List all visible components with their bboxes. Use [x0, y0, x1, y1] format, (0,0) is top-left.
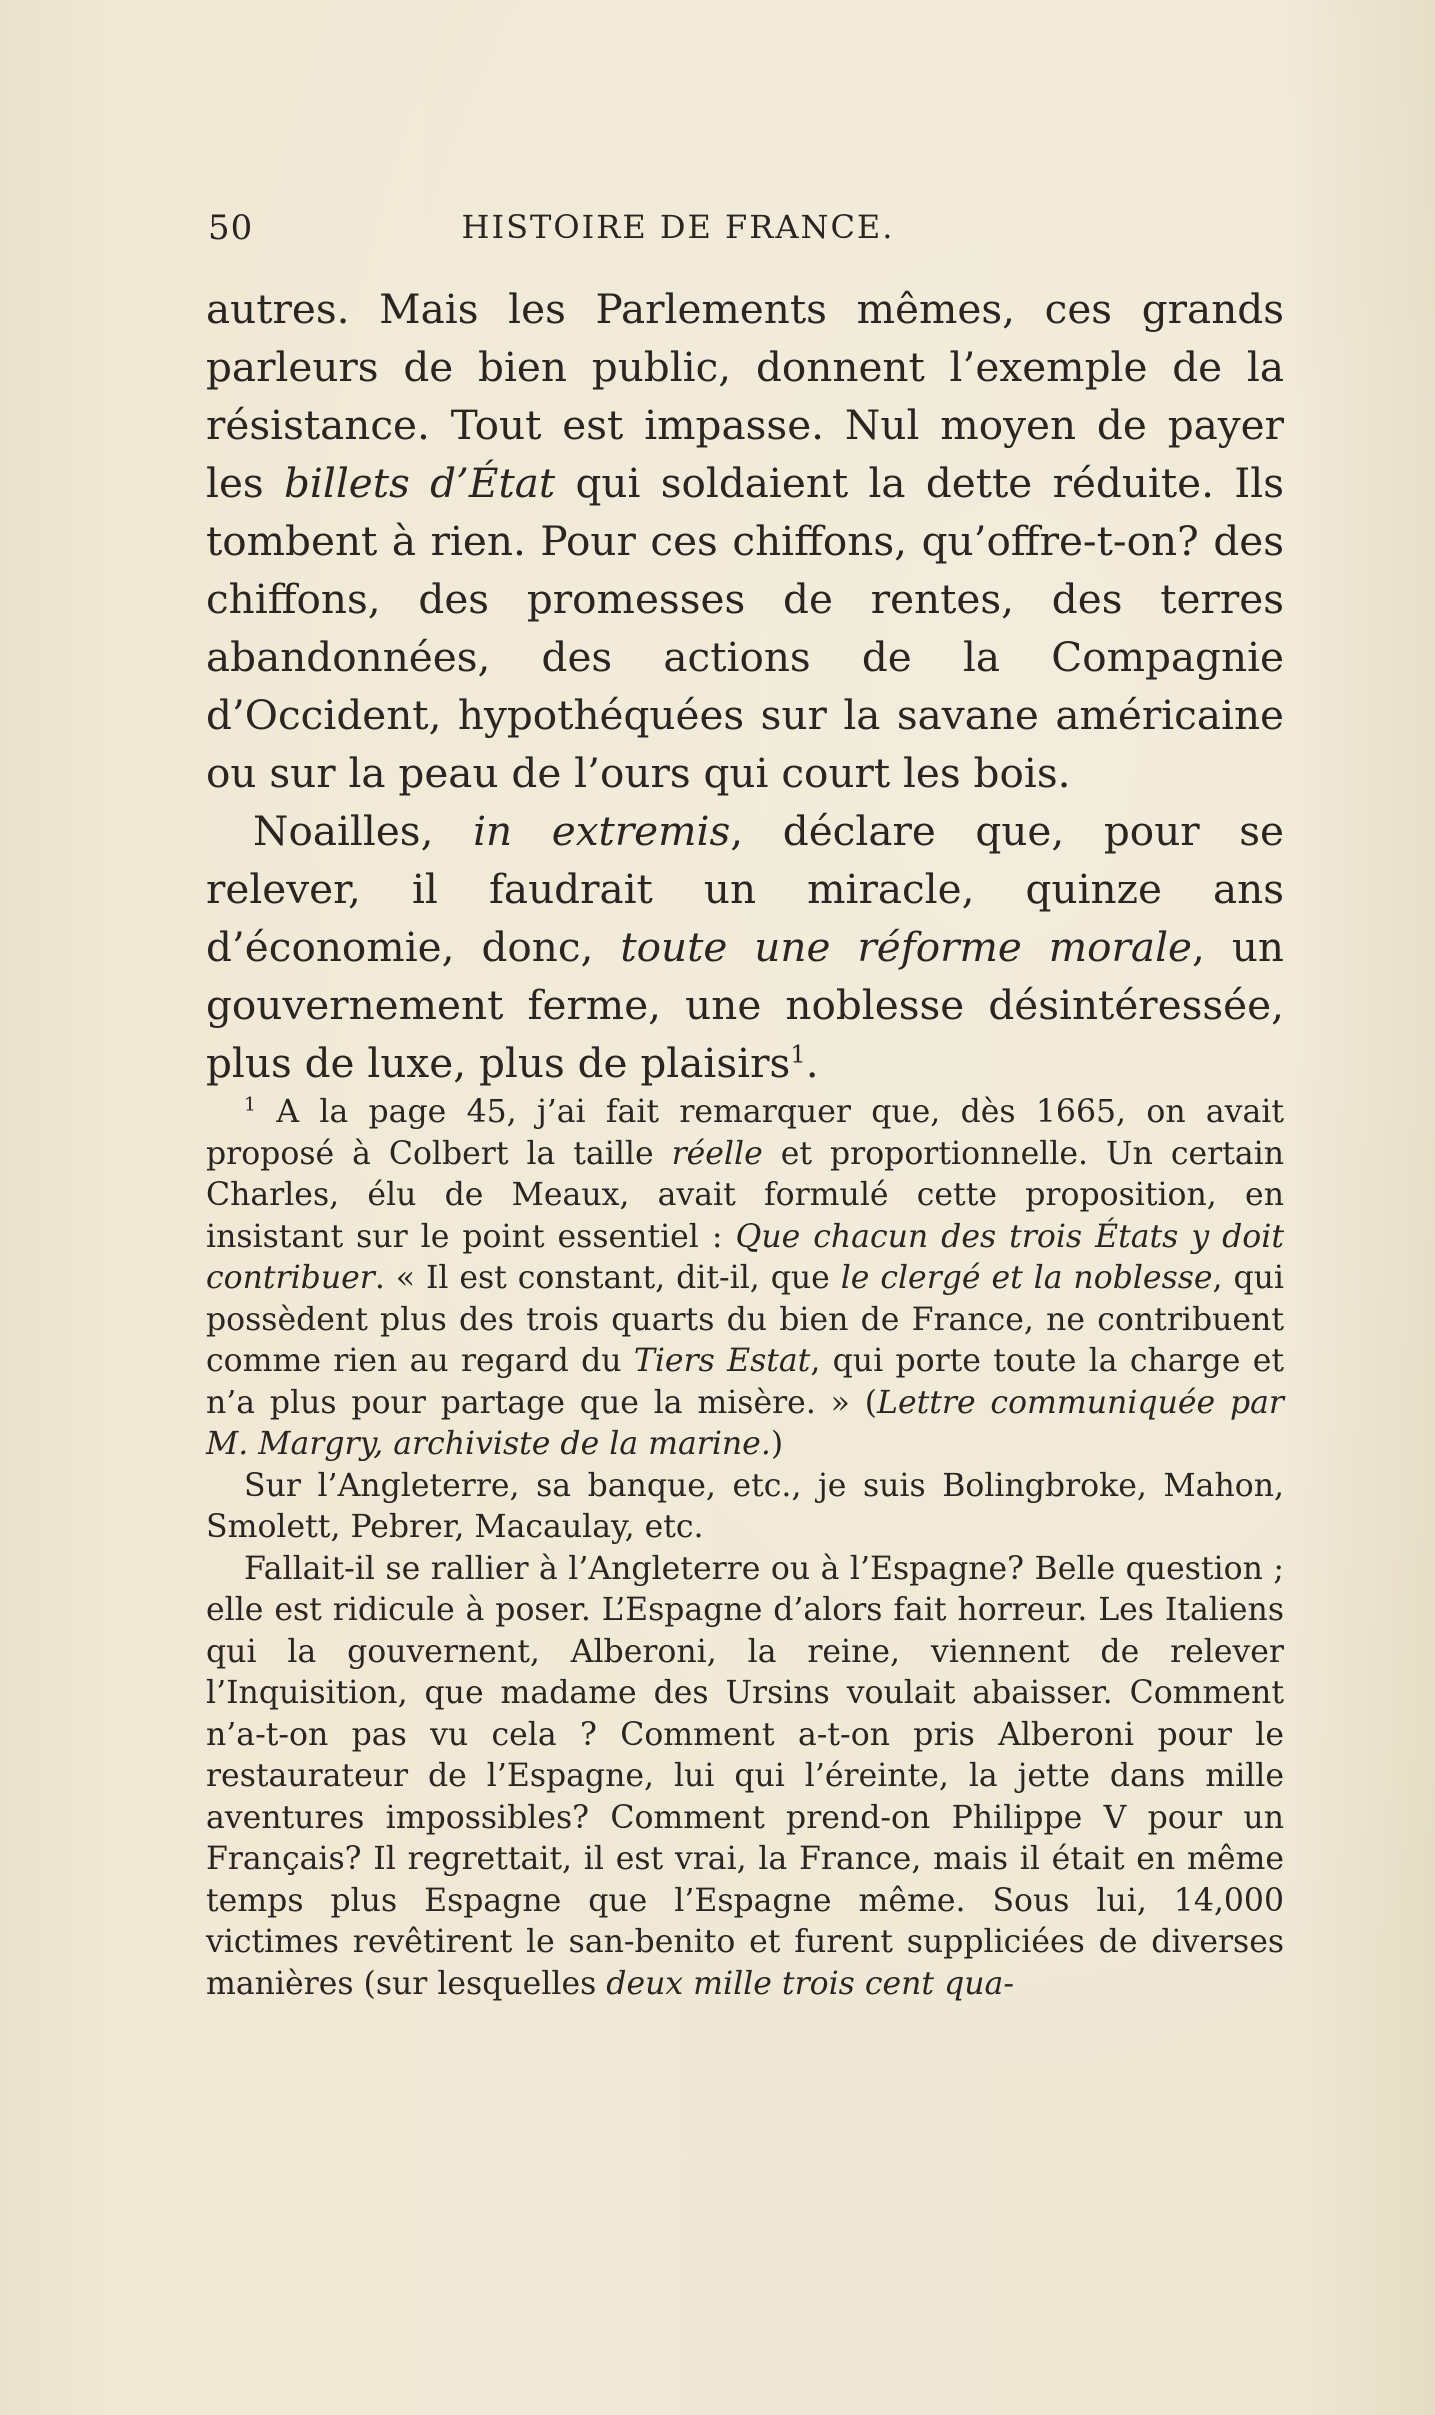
paragraph-2	[206, 802, 1284, 1092]
footnote-marker: 1	[244, 1093, 257, 1116]
text-run: , qui porte toute la charge et n’a plus pour partage que la misère. » (	[206, 1343, 1284, 1421]
italic-run: Tiers Estat	[633, 1343, 811, 1379]
footnote-1	[206, 1092, 1284, 1466]
text-run: , qui possèdent plus des trois quarts du bien de France, ne contribuent comme rien au regard du	[206, 1260, 1284, 1379]
footnote-2: Sur l’Angleterre, sa banque, etc., je suis Bolingbroke, Mahon, Smolett, Pebrer, Macaulay, etc.	[206, 1467, 1284, 1545]
text-run: , un gouvernement ferme, une noblesse désintéressée, plus de luxe, plus de plaisirs	[206, 923, 1284, 1087]
italic-run: toute une réforme morale	[620, 923, 1192, 971]
text-run: .	[805, 1039, 819, 1087]
italic-run: in extremis	[473, 807, 731, 855]
italic-run: Que chacun des trois États y doit contribuer	[206, 1218, 1284, 1296]
footnote-3	[206, 1549, 1284, 2006]
paragraph-1	[206, 280, 1284, 802]
italic-run: le clergé et la noblesse	[840, 1260, 1213, 1296]
italic-run: Lettre communiquée par M. Margry, archiviste de la marine.	[206, 1384, 1284, 1462]
text-run: et proportionnelle. Un certain Charles, élu de Meaux, avait formulé cette proposition, en insistant sur le point essentiel :	[206, 1135, 1284, 1255]
text-run: , déclare que, pour se relever, il faudrait un miracle, quinze ans d’économie, donc,	[206, 807, 1285, 971]
text-run: . « Il est constant, dit-il, que	[374, 1260, 841, 1296]
text-run: Fallait-il se rallier à l’Angleterre ou à l’Espagne? Belle question ; elle est ridicule à poser. L’Espagne d’alors fait horreur. Les Italiens qui la gouvernent, Alberoni, la reine, viennent de relever l’Inquisition, que madame des Ursins voulait abaisser. Comment n’a-t-on pas vu cela ? Comment a-t-on pris Alberoni pour le restaurateur de l’Espagne, lui qui l’éreinte, la jette dans mille aventures impossibles? Comment prend-on Philippe V pour un Français? Il regrettait, il est vrai, la France, mais il était en même temps plus Espagne que l’Espagne même. Sous lui, 14,000 victimes revêtirent le san-benito et furent suppliciées de diverses manières (sur lesquelles	[206, 1550, 1284, 2002]
text-run: A la page 45, j’ai fait remarquer que, dès 1665, on avait proposé à Colbert la taille	[206, 1094, 1284, 1172]
italic-run: billets d’État	[284, 459, 556, 507]
footnotes	[206, 1092, 1284, 2005]
text-run: )	[770, 1426, 784, 1462]
footnote-reference: 1	[790, 1039, 806, 1069]
page-header	[208, 208, 1288, 258]
main-text	[206, 280, 1284, 1092]
text-run: autres. Mais les Parlements mêmes, ces grands parleurs de bien public, donnent l’exemple de la résistance. Tout est impasse. Nul moyen de payer les	[206, 285, 1284, 507]
running-title: HISTOIRE DE FRANCE.	[461, 208, 895, 246]
text-run: Noailles,	[253, 807, 474, 855]
page-number: 50	[208, 208, 254, 248]
italic-run: deux mille trois cent qua-	[606, 1965, 1014, 2002]
text-run: qui soldaient la dette réduite. Ils tombent à rien. Pour ces chiffons, qu’offre-t-on? des chiffons, des promesses de rentes, des terres abandonnées, des actions de la Compagnie d’Occident, hypothéquées sur la savane américaine ou sur la peau de l’ours qui court les bois.	[206, 459, 1284, 797]
italic-run: réelle	[671, 1135, 763, 1172]
